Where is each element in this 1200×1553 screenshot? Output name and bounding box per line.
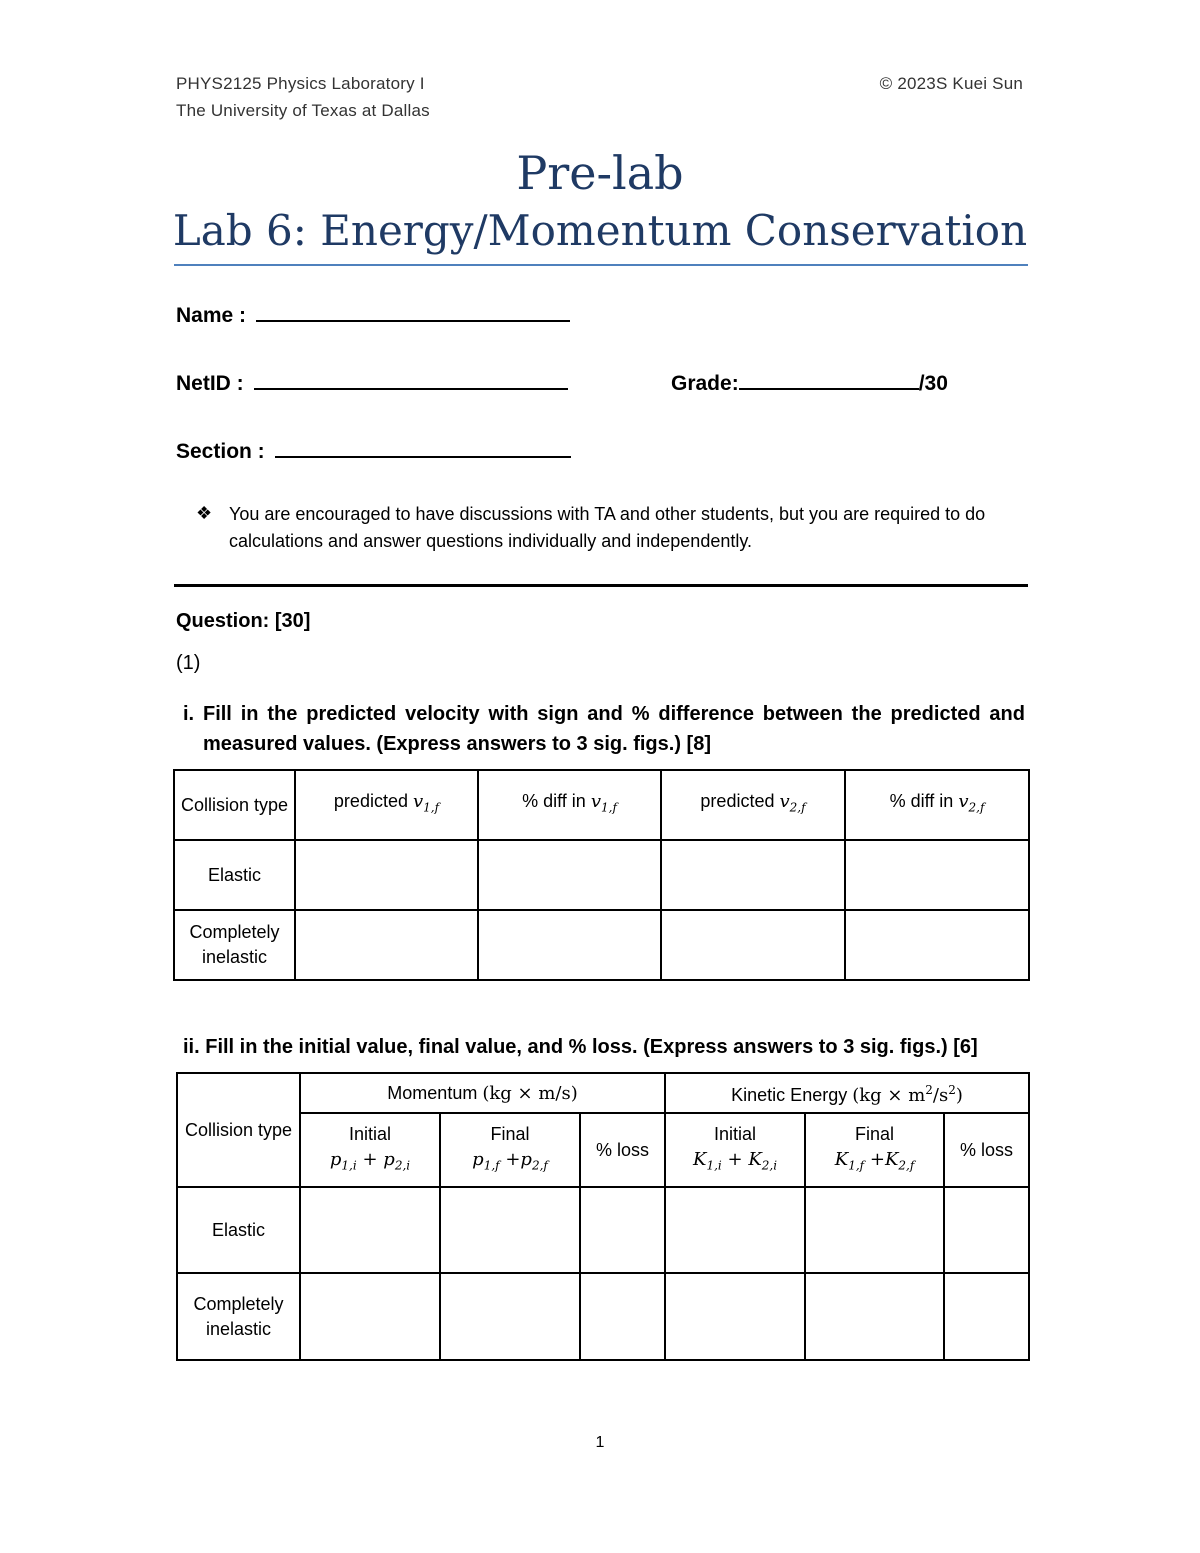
table-row — [177, 1187, 1029, 1273]
v1f-symbol — [413, 791, 440, 815]
page-number: 1 — [595, 1434, 605, 1451]
header-collision-type: Collision type — [177, 1073, 300, 1187]
page-subtitle: Lab 6: Energy/Momentum Conservation — [172, 206, 1028, 255]
answer-cell[interactable] — [295, 840, 478, 910]
answer-cell[interactable] — [580, 1273, 665, 1360]
name-label: Name : — [176, 304, 247, 327]
header-collision-type: Collision type — [174, 770, 295, 840]
v-subscript: 1,f — [601, 800, 617, 815]
plus-sign: + — [727, 1148, 743, 1170]
diamond-bullet-icon: ❖ — [196, 503, 213, 523]
v-subscript: 1,f — [423, 800, 440, 815]
k-symbol: K — [693, 1148, 707, 1170]
header-k-final — [805, 1113, 944, 1187]
row-label-inelastic: Completely inelastic — [174, 910, 295, 980]
plus-sign: + — [869, 1148, 885, 1170]
v2f-symbol — [779, 791, 806, 815]
question-ii-text: ii. Fill in the initial value, final value, and % loss. (Express answers to 3 sig. figs.) [6] — [183, 1036, 978, 1058]
subscript: 2,f — [531, 1158, 548, 1173]
header-momentum — [300, 1073, 665, 1113]
k-symbol: K — [748, 1148, 762, 1170]
k-initial-sum — [670, 1147, 800, 1179]
p-symbol: p — [520, 1148, 532, 1170]
header-kinetic-energy — [665, 1073, 1029, 1113]
answer-cell[interactable] — [661, 840, 845, 910]
velocity-table — [173, 769, 1030, 981]
table-row — [177, 1273, 1029, 1360]
initial-label: Initial — [714, 1123, 757, 1144]
p-symbol: p — [329, 1148, 342, 1170]
plus-sign: + — [505, 1148, 521, 1170]
row-label-elastic: Elastic — [177, 1187, 300, 1273]
question-part-number: (1) — [176, 652, 201, 674]
header-k-loss: % loss — [944, 1113, 1029, 1187]
answer-cell[interactable] — [295, 910, 478, 980]
p-symbol: p — [383, 1148, 395, 1170]
header-diff-label: % diff in — [889, 791, 954, 812]
answer-cell[interactable] — [440, 1273, 580, 1360]
v2f-symbol — [958, 791, 985, 815]
v-subscript: 2,f — [968, 800, 985, 815]
question-i-text — [183, 699, 1025, 759]
subscript: 2,i — [394, 1158, 411, 1173]
plus-sign: + — [362, 1148, 378, 1170]
header-p-final — [440, 1113, 580, 1187]
final-label: Final — [855, 1123, 895, 1144]
v-symbol: v — [413, 791, 424, 813]
section-label: Section : — [176, 440, 265, 463]
answer-cell[interactable] — [478, 840, 661, 910]
table-header-row — [177, 1073, 1029, 1113]
answer-cell[interactable] — [845, 910, 1029, 980]
table-subheader-row — [177, 1113, 1029, 1187]
v1f-symbol — [590, 791, 617, 815]
v-subscript: 2,f — [789, 800, 806, 815]
question-i-text-content: i. Fill in the predicted velocity with sign and % difference between the predicted and measured values. (Express answers to 3 sig. figs.) [8] — [183, 703, 1025, 755]
copyright: © 2023S Kuei Sun — [879, 74, 1023, 93]
header-diff-label: % diff in — [522, 791, 586, 812]
header-k-initial — [665, 1113, 805, 1187]
answer-cell[interactable] — [300, 1187, 440, 1273]
v-symbol: v — [590, 791, 601, 813]
netid-field[interactable] — [176, 368, 568, 396]
name-blank[interactable] — [256, 300, 570, 322]
subscript: 2,f — [898, 1158, 915, 1173]
momentum-unit: (kg × m/s) — [482, 1082, 578, 1104]
subscript: 1,f — [483, 1158, 500, 1173]
section-divider — [174, 584, 1028, 587]
netid-label: NetID : — [176, 372, 244, 395]
course-name: PHYS2125 Physics Laboratory I — [176, 74, 425, 93]
k-final-sum — [810, 1147, 939, 1179]
university-name: The University of Texas at Dallas — [176, 101, 430, 120]
ke-unit-exponent: 2 — [948, 1083, 956, 1097]
header-diff-v1f — [478, 770, 661, 840]
name-field[interactable] — [176, 300, 570, 328]
instruction-note: You are encouraged to have discussions with TA and other students, but you are required to do calculations and answer questions individually and independently. — [229, 504, 986, 551]
ke-unit-part: ) — [955, 1085, 963, 1106]
header-p-initial — [300, 1113, 440, 1187]
initial-label: Initial — [348, 1123, 392, 1144]
answer-cell[interactable] — [944, 1273, 1029, 1360]
answer-cell[interactable] — [300, 1273, 440, 1360]
k-symbol: K — [884, 1148, 899, 1170]
header-predicted-label: predicted — [333, 791, 408, 812]
momentum-energy-table — [176, 1072, 1030, 1361]
header-predicted-v1f — [295, 770, 478, 840]
question-heading: Question: [30] — [176, 610, 311, 632]
header-p-loss: % loss — [580, 1113, 665, 1187]
grade-total: /30 — [918, 372, 948, 395]
netid-blank[interactable] — [254, 368, 568, 390]
ke-unit-exponent: 2 — [925, 1083, 933, 1097]
header-predicted-v2f — [661, 770, 845, 840]
grade-blank[interactable] — [739, 368, 919, 390]
subscript: 1,i — [341, 1158, 357, 1173]
final-label: Final — [490, 1123, 530, 1144]
subscript: 1,i — [706, 1158, 722, 1173]
header-predicted-label: predicted — [700, 791, 775, 812]
momentum-label: Momentum — [387, 1082, 478, 1103]
table-row — [174, 840, 1029, 910]
ke-unit-part: /s — [932, 1085, 949, 1106]
answer-cell[interactable] — [580, 1187, 665, 1273]
subscript: 1,f — [848, 1158, 865, 1173]
answer-cell[interactable] — [478, 910, 661, 980]
title-rule — [174, 264, 1028, 266]
answer-cell[interactable] — [661, 910, 845, 980]
grade-label: Grade: — [671, 372, 739, 395]
v-symbol: v — [958, 791, 969, 813]
kinetic-energy-unit — [852, 1085, 963, 1106]
answer-cell[interactable] — [944, 1187, 1029, 1273]
k-symbol: K — [834, 1148, 849, 1170]
kinetic-energy-label: Kinetic Energy — [731, 1085, 848, 1105]
p-initial-sum — [305, 1147, 435, 1179]
p-final-sum — [445, 1147, 575, 1179]
answer-cell[interactable] — [805, 1187, 944, 1273]
answer-cell[interactable] — [665, 1273, 805, 1360]
section-blank[interactable] — [275, 436, 571, 458]
grade-field[interactable] — [671, 368, 948, 396]
row-label-inelastic: Completely inelastic — [177, 1273, 300, 1360]
v-symbol: v — [779, 791, 790, 813]
answer-cell[interactable] — [440, 1187, 580, 1273]
section-field[interactable] — [176, 436, 571, 464]
table-header-row — [174, 770, 1029, 840]
table-row — [174, 910, 1029, 980]
subscript: 2,i — [761, 1158, 778, 1173]
answer-cell[interactable] — [845, 840, 1029, 910]
answer-cell[interactable] — [665, 1187, 805, 1273]
p-symbol: p — [472, 1148, 484, 1170]
page-title: Pre-lab — [516, 146, 684, 200]
answer-cell[interactable] — [805, 1273, 944, 1360]
header-diff-v2f — [845, 770, 1029, 840]
row-label-elastic: Elastic — [174, 840, 295, 910]
ke-unit-part: (kg × m — [852, 1085, 926, 1106]
